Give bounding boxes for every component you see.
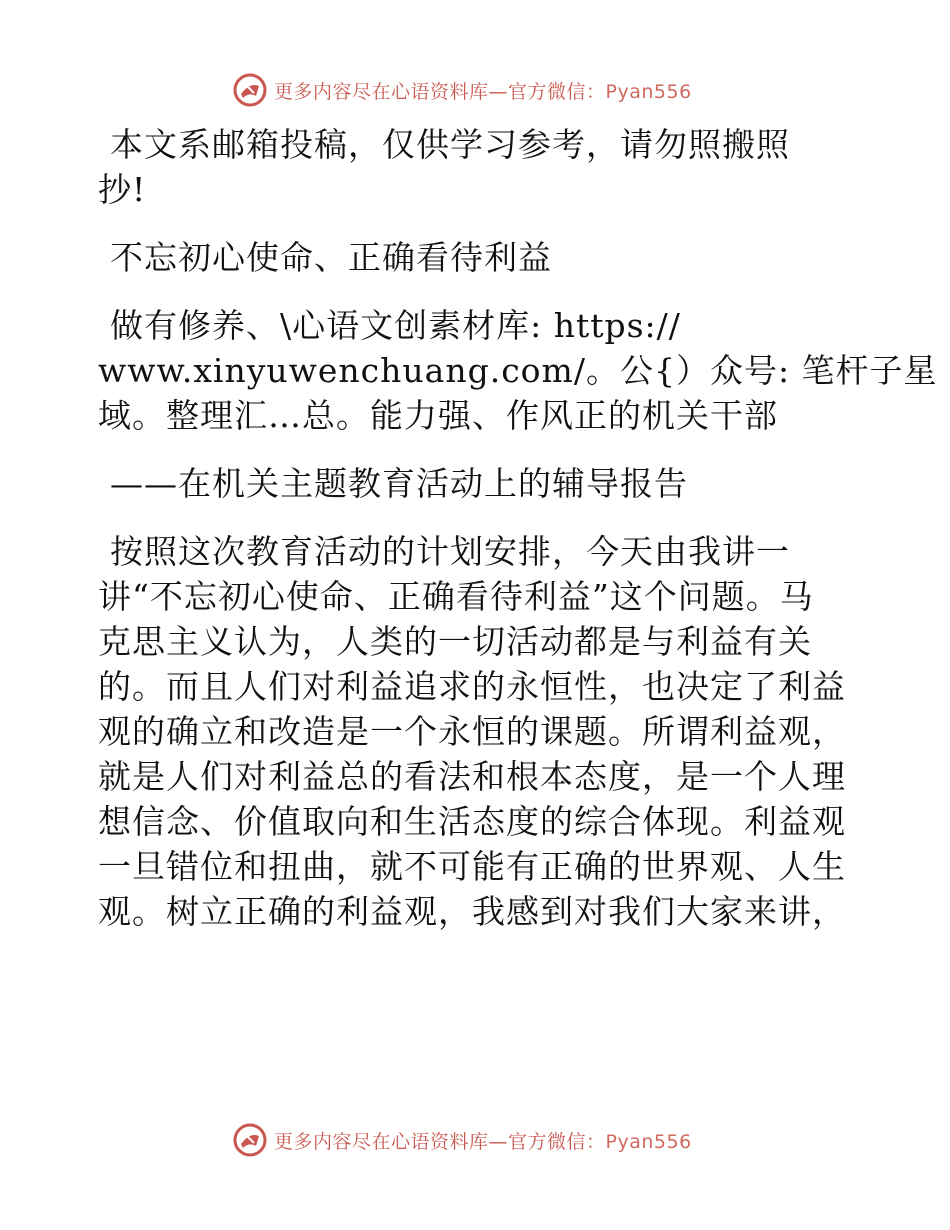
watermark-id: Pyan556 <box>605 80 692 103</box>
body-paragraph-line: 就是人们对利益总的看法和根本态度，是一个人理 <box>98 757 846 796</box>
document-title: 不忘初心使命、正确看待利益 <box>110 238 552 277</box>
book-logo-icon <box>232 1122 268 1158</box>
body-paragraph-line: 一旦错位和扭曲，就不可能有正确的世界观、人生 <box>98 847 846 886</box>
body-paragraph-line: 想信念、价值取向和生活态度的综合体现。利益观 <box>98 802 846 841</box>
source-paragraph: 做有修养、\心语文创素材库: https:// <box>110 306 681 345</box>
footer-watermark <box>232 1120 692 1160</box>
watermark-id: Pyan556 <box>605 1130 692 1153</box>
document-subtitle: ——在机关主题教育活动上的辅导报告 <box>110 464 688 503</box>
source-paragraph-line: www.xinyuwenchuang.com/。公{）众号: 笔杆子星 <box>98 351 938 390</box>
notice-paragraph-line: 抄! <box>98 170 147 209</box>
book-logo-icon <box>232 72 268 108</box>
body-paragraph-line: 克思主义认为，人类的一切活动都是与利益有关 <box>98 622 812 661</box>
document-body <box>98 122 938 934</box>
notice-paragraph: 本文系邮箱投稿，仅供学习参考，请勿照搬照 <box>110 125 790 164</box>
body-paragraph-line: 观。树立正确的利益观，我感到对我们大家来讲， <box>98 892 846 931</box>
body-paragraph-line: 观的确立和改造是一个永恒的课题。所谓利益观， <box>98 712 846 751</box>
body-paragraph-line: 的。而且人们对利益追求的永恒性，也决定了利益 <box>98 667 846 706</box>
header-watermark <box>232 70 692 110</box>
body-paragraph-line: 讲“不忘初心使命、正确看待利益”这个问题。马 <box>98 577 814 616</box>
watermark-text: 更多内容尽在心语资料库—官方微信：Pyan556 <box>274 80 692 103</box>
body-paragraph: 按照这次教育活动的计划安排，今天由我讲一 <box>110 532 790 571</box>
watermark-text: 更多内容尽在心语资料库—官方微信：Pyan556 <box>274 1130 692 1153</box>
source-paragraph-line: 域。整理汇…总。能力强、作风正的机关干部 <box>98 396 778 435</box>
